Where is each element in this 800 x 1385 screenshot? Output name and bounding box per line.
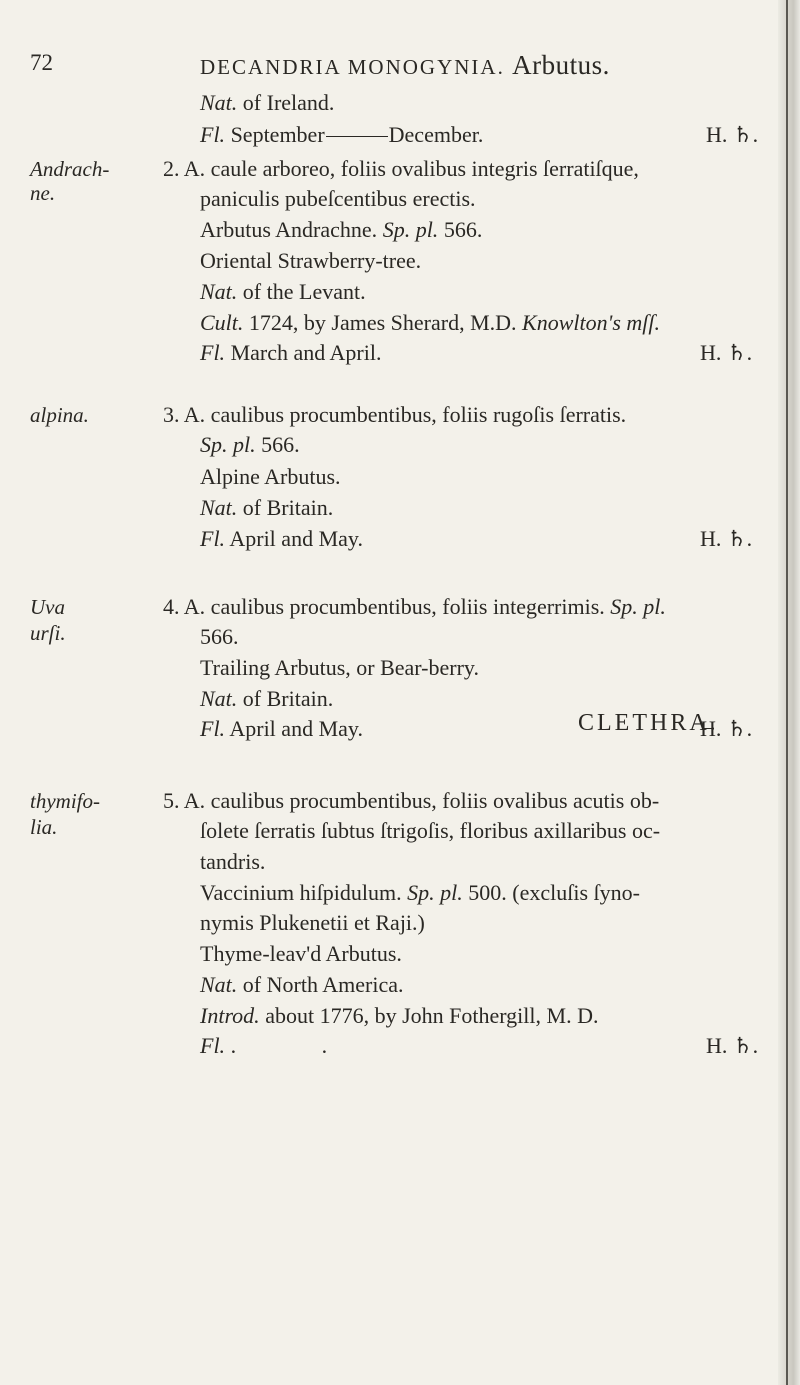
entry1-flowering: Fl. September December. [200,122,484,147]
margin-name-alpina: alpina. [30,403,89,427]
entry1-native: Nat. of Ireland. [200,90,335,115]
entry4-reference-page: 566. [200,624,239,649]
entry2-native: Nat. of the Levant. [200,279,366,304]
entry5-diagnosis-3: tandris. [200,849,266,874]
page-edge-line [786,0,788,1385]
dash-rule [326,136,388,137]
running-head [200,50,610,81]
entry5-introduction: Introd. about 1776, by John Fothergill, M. D. [200,1003,599,1028]
entry4-common-name: Trailing Arbutus, or Bear-berry. [200,655,479,680]
entry3-habit: H. ♄. [700,526,753,551]
entry4-diagnosis: 4. A. caulibus procumbentibus, foliis integerrimis. Sp. pl. [163,594,666,619]
margin-name-andrachne-2: ne. [30,181,56,205]
entry5-synonym-2: nymis Plukenetii et Raji.) [200,910,425,935]
entry5-diagnosis-2: ſolete ſerratis ſubtus ſtrigoſis, floribus axillaribus oc- [200,818,661,843]
entry2-cultivation: Cult. 1724, by James Sherard, M.D. Knowlton's mſſ. [200,310,660,335]
margin-name-uva-2: urſi. [30,621,66,645]
entry5-common-name: Thyme-leav'd Arbutus. [200,941,402,966]
entry5-native: Nat. of North America. [200,972,404,997]
entry2-flowering: Fl. March and April. [200,340,382,365]
entry1-habit: H. ♄. [706,122,759,147]
entry3-flowering: Fl. April and May. [200,526,363,551]
running-head-genus: Arbutus. [512,50,610,80]
entry2-synonym: Arbutus Andrachne. Sp. pl. 566. [200,217,483,242]
entry2-diagnosis-1: 2. A. caule arboreo, foliis ovalibus integris ſerratiſque, [163,156,639,181]
entry5-synonym: Vaccinium hiſpidulum. Sp. pl. 500. (excluſis ſyno- [200,880,640,905]
entry2-diagnosis-2: paniculis pubeſcentibus erectis. [200,186,476,211]
entry3-common-name: Alpine Arbutus. [200,464,341,489]
entry4-flowering: Fl. April and May. [200,716,363,741]
margin-name-uva-1: Uva [30,595,65,619]
entry3-reference: Sp. pl. 566. [200,432,300,457]
margin-name-thymifolia-2: lia. [30,815,58,839]
entry4-native: Nat. of Britain. [200,686,334,711]
entry5-flowering: Fl. . . [200,1033,368,1058]
next-genus-heading: CLETHRA. [578,710,719,736]
entry5-diagnosis-1: 5. A. caulibus procumbentibus, foliis ovalibus acutis ob- [163,788,660,813]
margin-name-andrachne-1: Andrach- [30,157,110,181]
entry3-diagnosis: 3. A. caulibus procumbentibus, foliis rugoſis ſerratis. [163,402,627,427]
entry3-native: Nat. of Britain. [200,495,334,520]
page-number: 72 [30,50,53,75]
entry2-habit: H. ♄. [700,340,753,365]
entry4-habit: H. ♄. [700,716,753,741]
entry2-common-name: Oriental Strawberry-tree. [200,248,422,273]
entry5-habit: H. ♄. [706,1033,759,1058]
margin-name-thymifolia-1: thymifo- [30,789,100,813]
page-edge [778,0,800,1385]
running-head-order: DECANDRIA MONOGYNIA. [200,55,505,79]
